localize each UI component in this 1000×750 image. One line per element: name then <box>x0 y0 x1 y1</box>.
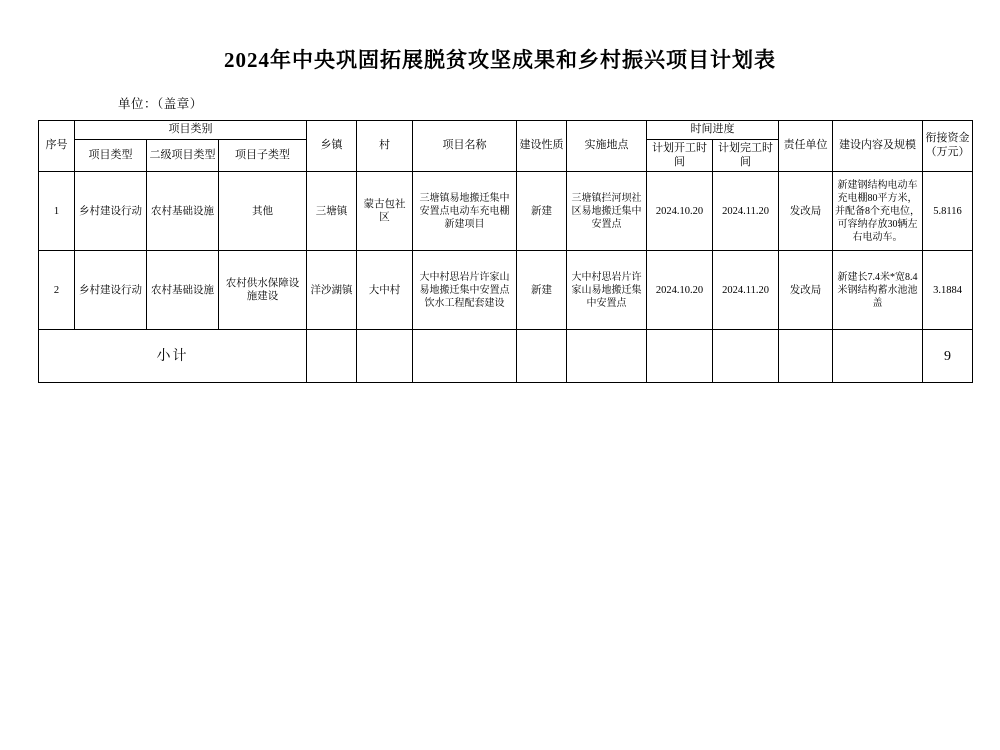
cell-planned-finish: 2024.11.20 <box>713 172 779 251</box>
subtotal-blank-project-name <box>413 330 517 383</box>
project-plan-table <box>38 120 973 383</box>
cell-village: 大中村 <box>357 251 413 330</box>
cell-planned-finish: 2024.11.20 <box>713 251 779 330</box>
col-header-content-scale: 建设内容及规模 <box>833 121 923 172</box>
cell-seq: 1 <box>39 172 75 251</box>
col-header-township: 乡镇 <box>307 121 357 172</box>
subtotal-blank-implementation-site <box>567 330 647 383</box>
table-row <box>39 251 973 330</box>
col-header-project-category-group: 项目类别 <box>75 121 307 140</box>
cell-secondary-project-type: 农村基础设施 <box>147 172 219 251</box>
page-title: 2024年中央巩固拓展脱贫攻坚成果和乡村振兴项目计划表 <box>224 48 776 72</box>
table-row <box>39 172 973 251</box>
col-header-time-progress-group: 时间进度 <box>647 121 779 140</box>
cell-village: 蒙古包社区 <box>357 172 413 251</box>
col-header-construction-nature: 建设性质 <box>517 121 567 172</box>
table-header-row-1 <box>39 121 973 140</box>
col-header-responsible-unit: 责任单位 <box>779 121 833 172</box>
cell-linked-funds: 3.1884 <box>923 251 973 330</box>
cell-project-type: 乡村建设行动 <box>75 251 147 330</box>
cell-construction-nature: 新建 <box>517 251 567 330</box>
subtotal-blank-content-scale <box>833 330 923 383</box>
cell-implementation-site: 大中村思岩片许家山易地搬迁集中安置点 <box>567 251 647 330</box>
cell-content-scale: 新建钢结构电动车充电棚80平方米，并配备8个充电位，可容纳存放30辆左右电动车。 <box>833 172 923 251</box>
col-header-linked-funds: 衔接资金（万元） <box>923 121 973 172</box>
subtotal-blank-village <box>357 330 413 383</box>
subtotal-blank-responsible-unit <box>779 330 833 383</box>
cell-linked-funds: 5.8116 <box>923 172 973 251</box>
col-header-seq: 序号 <box>39 121 75 172</box>
table-subtotal-row <box>39 330 973 383</box>
cell-implementation-site: 三塘镇拦河坝社区易地搬迁集中安置点 <box>567 172 647 251</box>
document-page <box>0 44 1000 750</box>
cell-project-subtype: 农村供水保障设施建设 <box>219 251 307 330</box>
cell-project-subtype: 其他 <box>219 172 307 251</box>
subtotal-blank-planned-finish <box>713 330 779 383</box>
cell-project-name: 三塘镇易地搬迁集中安置点电动车充电棚新建项目 <box>413 172 517 251</box>
col-header-planned-start: 计划开工时间 <box>647 139 713 172</box>
col-header-project-type: 项目类型 <box>75 139 147 172</box>
subtotal-blank-township <box>307 330 357 383</box>
cell-planned-start: 2024.10.20 <box>647 172 713 251</box>
col-header-project-name: 项目名称 <box>413 121 517 172</box>
col-header-village: 村 <box>357 121 413 172</box>
cell-responsible-unit: 发改局 <box>779 251 833 330</box>
subtotal-value: 9 <box>923 330 973 383</box>
cell-township: 洋沙湖镇 <box>307 251 357 330</box>
col-header-secondary-project-type: 二级项目类型 <box>147 139 219 172</box>
cell-project-name: 大中村思岩片许家山易地搬迁集中安置点饮水工程配套建设 <box>413 251 517 330</box>
col-header-implementation-site: 实施地点 <box>567 121 647 172</box>
cell-content-scale: 新建长7.4米*宽8.4米钢结构蓄水池池盖 <box>833 251 923 330</box>
subtotal-blank-planned-start <box>647 330 713 383</box>
col-header-planned-finish: 计划完工时间 <box>713 139 779 172</box>
col-header-project-subtype: 项目子类型 <box>219 139 307 172</box>
subtotal-label: 小计 <box>39 330 307 383</box>
cell-township: 三塘镇 <box>307 172 357 251</box>
cell-planned-start: 2024.10.20 <box>647 251 713 330</box>
cell-responsible-unit: 发改局 <box>779 172 833 251</box>
cell-secondary-project-type: 农村基础设施 <box>147 251 219 330</box>
plan-table-container <box>38 120 970 383</box>
subtotal-blank-construction-nature <box>517 330 567 383</box>
cell-project-type: 乡村建设行动 <box>75 172 147 251</box>
cell-construction-nature: 新建 <box>517 172 567 251</box>
cell-seq: 2 <box>39 251 75 330</box>
unit-seal-line: 单位：（盖章） <box>118 97 203 111</box>
